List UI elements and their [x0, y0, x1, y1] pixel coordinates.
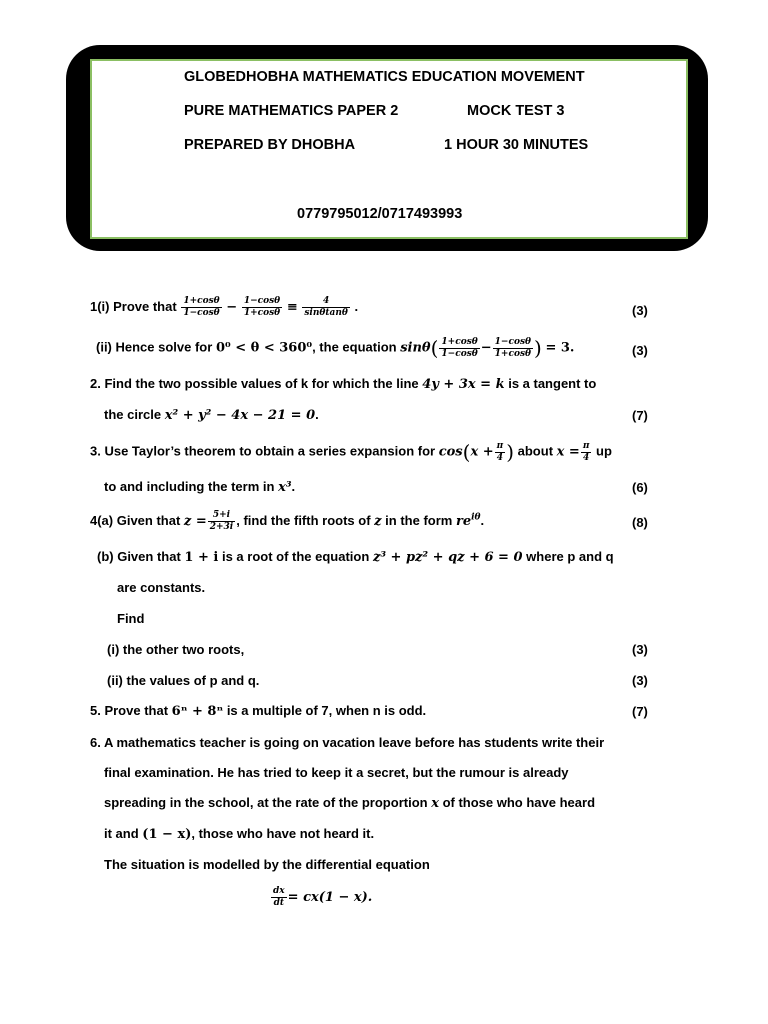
paper-title: PURE MATHEMATICS PAPER 2 [184, 103, 399, 119]
marks-1ii: (3) [632, 343, 648, 358]
marks-1i: (3) [632, 303, 648, 318]
header-banner [66, 45, 708, 251]
header-box [90, 59, 688, 239]
fraction: $\frac{1-\cos\theta}{1+\cos\theta}$ [494, 336, 532, 359]
marks-4b-ii: (3) [632, 673, 648, 688]
fraction: $\frac{\pi}{4}$ [496, 440, 504, 463]
marks-4b-i: (3) [632, 642, 648, 657]
marks-5: (7) [632, 704, 648, 719]
marks-4a: (8) [632, 515, 648, 530]
question-6-line3: spreading in the school, at the rate of the proportion x of those who have heard [104, 795, 596, 811]
marks-2: (7) [632, 408, 648, 423]
question-3-line2: to and including the term in x³. [104, 479, 296, 495]
question-6-line2: final examination. He has tried to keep it a secret, but the rumour is already [104, 765, 569, 780]
fraction: $\frac{5+i}{2+3i}$ [209, 510, 234, 532]
test-title: MOCK TEST 3 [467, 103, 565, 119]
question-5: 5. Prove that 6ⁿ + 8ⁿ is a multiple of 7, when n is odd. [90, 703, 427, 719]
question-6-line4: it and (1 − x), those who have not heard it. [104, 826, 375, 842]
differential-equation: $\frac{dx}{dt}$ = cx(1 − x). [273, 886, 373, 908]
question-2-line1: 2. Find the two possible values of k for which the line 4y + 3x = k is a tangent to [90, 376, 597, 392]
phone-numbers: 0779795012/0717493993 [297, 206, 463, 222]
fraction: $\frac{dx}{dt}$ [273, 886, 285, 908]
fraction: $\frac{1+\cos\theta}{1-\cos\theta}$ [441, 336, 478, 359]
find-label: Find [117, 611, 145, 626]
question-6-line1: 6. A mathematics teacher is going on vacation leave before has students write their [90, 735, 605, 750]
question-4b-ii: (ii) the values of p and q. [107, 673, 260, 688]
marks-3: (6) [632, 480, 648, 495]
question-2-line2: the circle x² + y² − 4x − 21 = 0. [104, 407, 319, 423]
question-4b-i: (i) the other two roots, [107, 642, 245, 657]
question-4b-line2: are constants. [117, 580, 206, 595]
fraction: $\frac{\pi}{4}$ [582, 440, 590, 463]
question-1i: 1(i) Prove that $\frac{1+\cos\theta}{1-\cos\theta}$ − $\frac{1-\cos\theta}{1+\cos\theta}$ ≡ $\frac{4}{\sin\theta\tan\theta}$ . [90, 296, 359, 318]
question-3-line1: 3. Use Taylor’s theorem to obtain a series expansion for cos(x + $\frac{\pi}{4}$ ) about x = $\frac{\pi}{4}$ up [90, 440, 612, 464]
fraction: $\frac{1-\cos\theta}{1+\cos\theta}$ [243, 296, 281, 318]
author: PREPARED BY DHOBHA [184, 137, 356, 153]
question-4a: 4(a) Given that z = $\frac{5+i}{2+3i}$ , find the fifth roots of z in the form $re^{i\theta}$. [90, 510, 485, 532]
fraction: $\frac{1+\cos\theta}{1-\cos\theta}$ [183, 296, 220, 318]
fraction: $\frac{4}{\sin\theta\tan\theta}$ [304, 296, 348, 318]
duration: 1 HOUR 30 MINUTES [444, 137, 589, 153]
org-title: GLOBEDHOBHA MATHEMATICS EDUCATION MOVEMENT [184, 69, 585, 85]
question-4b: (b) Given that 1 + i is a root of the equation z³ + pz² + qz + 6 = 0 where p and q [97, 549, 614, 565]
question-1ii: (ii) Hence solve for 0⁰ < θ < 360⁰, the equation sinθ( $\frac{1+\cos\theta}{1-\cos\theta}$ − $\frac{1-\cos\theta}{1+\cos\theta}$ ) = 3. [96, 336, 575, 360]
question-6-line5: The situation is modelled by the differential equation [104, 857, 430, 872]
